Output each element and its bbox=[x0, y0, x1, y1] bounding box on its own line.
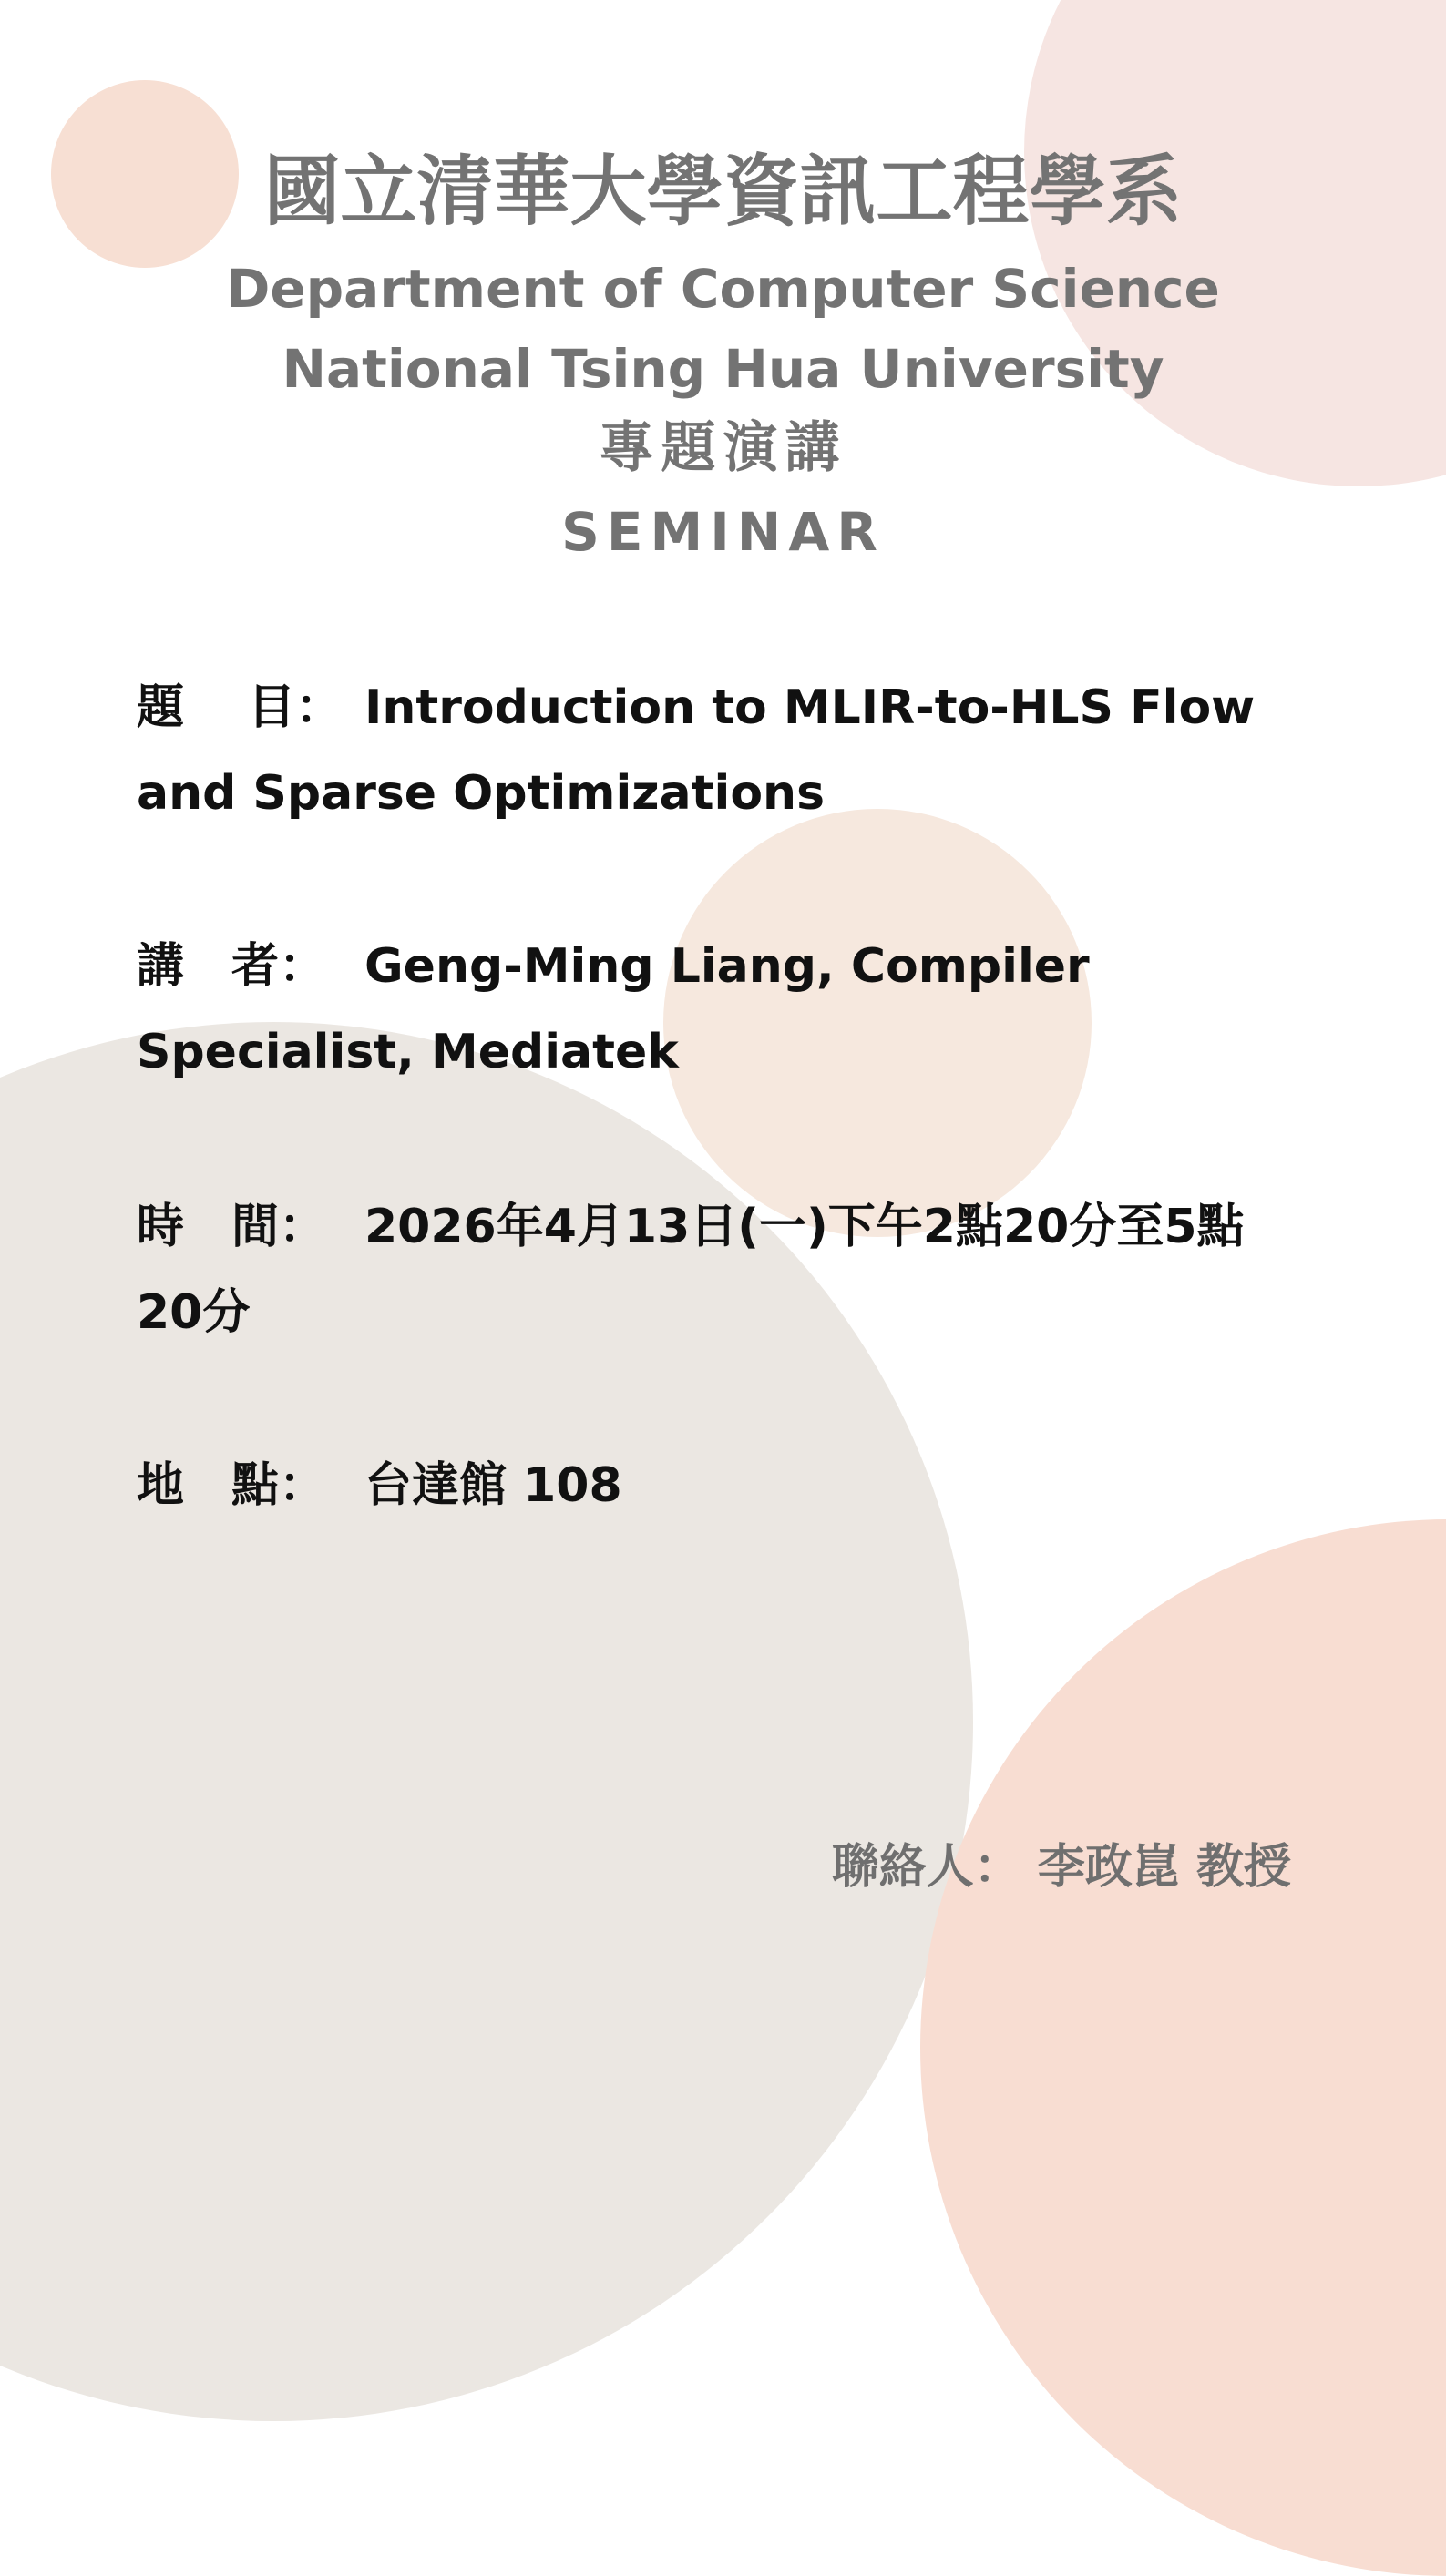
time-value-line-1: 2026年4月13日(一)下午2點20分至5點 bbox=[364, 1200, 1245, 1254]
contact-label: 聯絡人： bbox=[831, 1840, 1021, 1895]
speaker-section bbox=[137, 924, 1312, 1095]
university-name-english: National Tsing Hua University bbox=[282, 338, 1164, 400]
time-value-line-2: 20分 bbox=[137, 1285, 251, 1340]
speaker-value-line-2: Specialist, Mediatek bbox=[137, 1025, 679, 1079]
topic-section bbox=[137, 665, 1312, 836]
contact-info bbox=[832, 1831, 1291, 1904]
department-title-chinese: 國立清華大學資訊工程學系 bbox=[263, 147, 1183, 236]
topic-value-line-1: Introduction to MLIR-to-HLS Flow bbox=[364, 680, 1256, 735]
time-section bbox=[137, 1184, 1312, 1355]
decorative-circle-bottom-right bbox=[920, 1519, 1446, 2576]
place-value: 台達館 108 bbox=[364, 1458, 622, 1513]
speaker-value-line-1: Geng-Ming Liang, Compiler bbox=[364, 939, 1090, 994]
place-label: 地 點： bbox=[137, 1458, 327, 1513]
place-section bbox=[137, 1443, 1312, 1528]
seminar-heading-chinese: 專題演講 bbox=[599, 416, 847, 480]
topic-value-line-2: and Sparse Optimizations bbox=[137, 766, 826, 821]
time-label: 時 間： bbox=[137, 1200, 327, 1254]
department-title-english: Department of Computer Science bbox=[226, 258, 1220, 320]
contact-name: 李政崑 教授 bbox=[1037, 1840, 1291, 1895]
topic-label: 題 目： bbox=[137, 680, 344, 735]
seminar-heading-english: SEMINAR bbox=[561, 501, 885, 563]
speaker-label: 講 者： bbox=[137, 939, 327, 994]
